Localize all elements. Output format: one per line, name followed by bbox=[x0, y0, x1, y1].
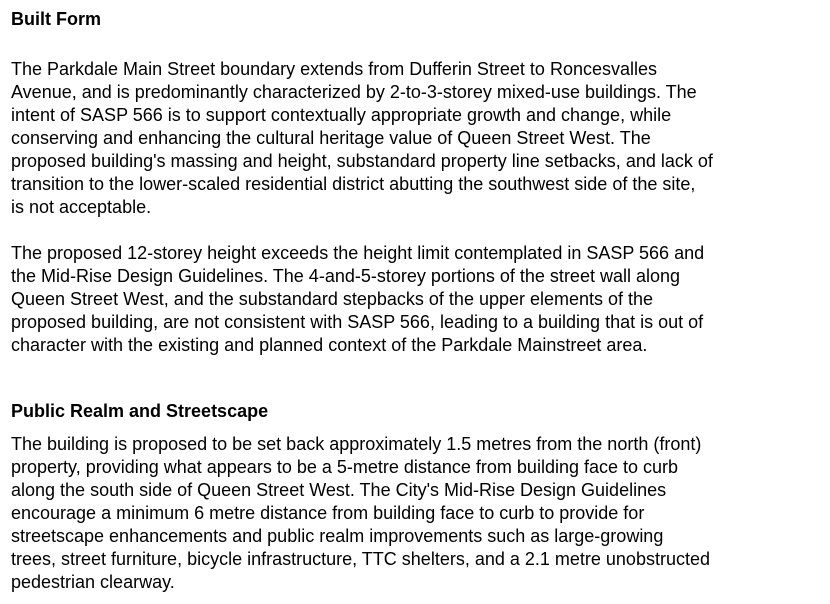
section-heading-built-form: Built Form bbox=[11, 9, 101, 29]
text-line: Avenue, and is predominantly characterized by 2-to-3-storey mixed-use buildings. The bbox=[11, 82, 697, 102]
text-line: trees, street furniture, bicycle infrastructure, TTC shelters, and a 2.1 metre unobstructed bbox=[11, 549, 710, 569]
text-line: The Parkdale Main Street boundary extends from Dufferin Street to Roncesvalles bbox=[11, 59, 657, 79]
text-line: intent of SASP 566 is to support contextually appropriate growth and change, while bbox=[11, 105, 672, 125]
text-line: property, providing what appears to be a 5-metre distance from building face to curb bbox=[11, 457, 679, 477]
text-line: is not acceptable. bbox=[11, 197, 152, 217]
text-line: the Mid-Rise Design Guidelines. The 4-and-5-storey portions of the street wall along bbox=[11, 266, 681, 286]
text-line: transition to the lower-scaled residential district abutting the southwest side of the site, bbox=[11, 174, 696, 194]
paragraph-public-realm bbox=[11, 433, 710, 594]
paragraph-built-form-intro bbox=[11, 58, 713, 219]
text-line: character with the existing and planned context of the Parkdale Mainstreet area. bbox=[11, 335, 648, 355]
text-line: proposed building's massing and height, substandard property line setbacks, and lack of bbox=[11, 151, 713, 171]
section-heading-public-realm: Public Realm and Streetscape bbox=[11, 401, 269, 421]
text-line: proposed building, are not consistent with SASP 566, leading to a building that is out of bbox=[11, 312, 704, 332]
text-line: The proposed 12-storey height exceeds the height limit contemplated in SASP 566 and bbox=[11, 243, 705, 263]
text-line: along the south side of Queen Street West. The City's Mid-Rise Design Guidelines bbox=[11, 480, 667, 500]
text-line: Queen Street West, and the substandard stepbacks of the upper elements of the bbox=[11, 289, 654, 309]
text-line: streetscape enhancements and public realm improvements such as large-growing bbox=[11, 526, 664, 546]
text-line: pedestrian clearway. bbox=[11, 572, 175, 592]
text-line: encourage a minimum 6 metre distance from building face to curb to provide for bbox=[11, 503, 645, 523]
text-line: The building is proposed to be set back approximately 1.5 metres from the north (front) bbox=[11, 434, 702, 454]
paragraph-built-form-height bbox=[11, 242, 704, 357]
text-line: conserving and enhancing the cultural heritage value of Queen Street West. The bbox=[11, 128, 651, 148]
